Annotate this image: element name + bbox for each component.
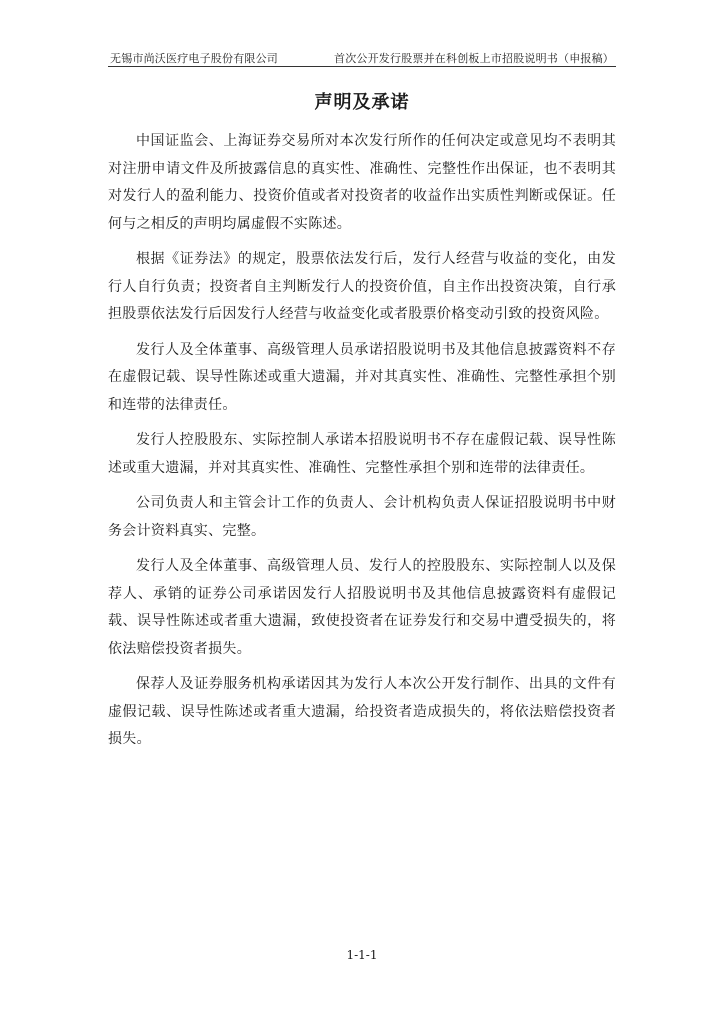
paragraph-1: 中国证监会、上海证券交易所对本次发行所作的任何决定或意见均不表明其对注册申请文件及所披露信息的真实性、准确性、完整性作出保证，也不表明其对发行人的盈利能力、投资价值或者对投资者的收益作出实质性判断或保证。任何与之相反的声明均属虚假不实陈述。 [108, 133, 616, 232]
page-header [108, 46, 616, 67]
paragraph-2: 根据《证券法》的规定，股票依法发行后，发行人经营与收益的变化，由发行人自行负责；投资者自主判断发行人的投资价值，自主作出投资决策，自行承担股票依法发行后因发行人经营与收益变化或者股票价格变动引致的投资风险。 [108, 251, 616, 322]
paragraph-6: 发行人及全体董事、高级管理人员、发行人的控股股东、实际控制人以及保荐人、承销的证券公司承诺因发行人招股说明书及其他信息披露资料有虚假记载、误导性陈述或者重大遗漏，致使投资者在证券发行和交易中遭受损失的，将依法赔偿投资者损失。 [108, 558, 616, 657]
paragraph-7: 保荐人及证券服务机构承诺因其为发行人本次公开发行制作、出具的文件有虚假记载、误导性陈述或者重大遗漏，给投资者造成损失的，将依法赔偿投资者损失。 [108, 676, 616, 747]
header-document-title: 首次公开发行股票并在科创板上市招股说明书（申报稿） [334, 52, 614, 65]
document-body [108, 128, 616, 762]
page-number: 1-1-1 [346, 948, 378, 962]
paragraph-4: 发行人控股股东、实际控制人承诺本招股说明书不存在虚假记载、误导性陈述或重大遗漏，并对其真实性、准确性、完整性承担个别和连带的法律责任。 [108, 432, 616, 476]
paragraph-5: 公司负责人和主管会计工作的负责人、会计机构负责人保证招股说明书中财务会计资料真实、完整。 [108, 495, 616, 539]
header-company-name: 无锡市尚沃医疗电子股份有限公司 [110, 52, 278, 65]
paragraph-3: 发行人及全体董事、高级管理人员承诺招股说明书及其他信息披露资料不存在虚假记载、误导性陈述或重大遗漏，并对其真实性、准确性、完整性承担个别和连带的法律责任。 [108, 341, 616, 413]
page-title: 声明及承诺 [314, 92, 410, 113]
